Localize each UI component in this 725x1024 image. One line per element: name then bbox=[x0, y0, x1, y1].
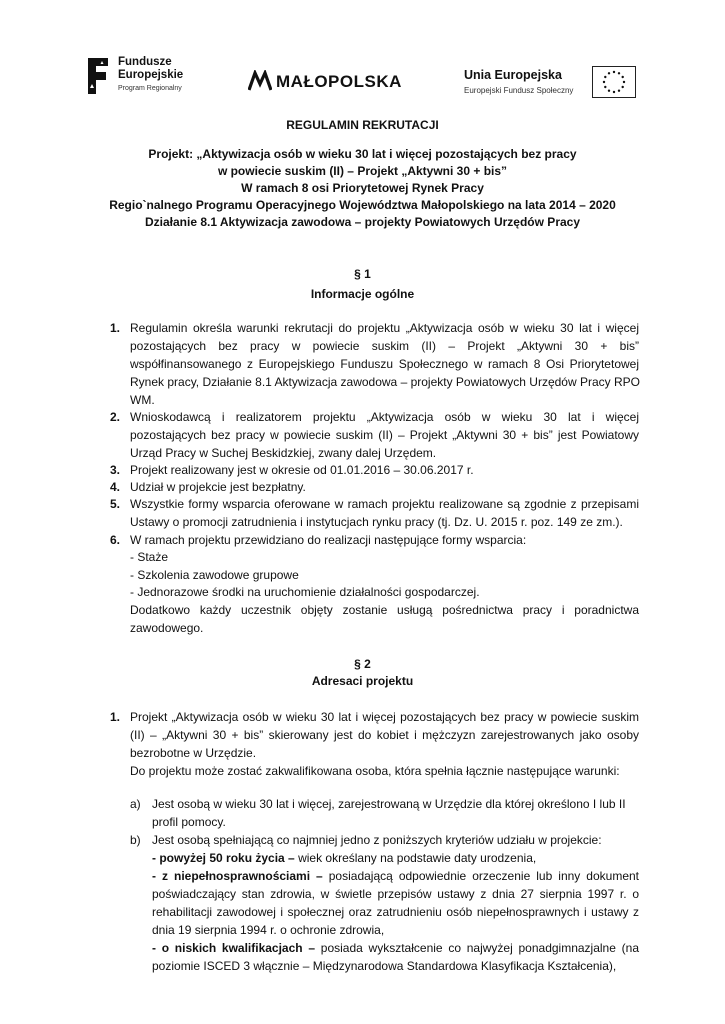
paragraph-line: pozostających bez pracy w powiecie suskim (II) – Projekt „Aktywni 30 + bis” jest Powiatowy bbox=[130, 428, 639, 442]
list-line: - Staże bbox=[130, 550, 169, 564]
criterion-qualifications-label: - o niskich kwalifikacjach – bbox=[152, 941, 316, 955]
paragraph-line: Rynek pracy, Działanie 8.1 Aktywizacja zawodowa – projekty Powiatowych Urzędów Pracy RPO bbox=[130, 375, 640, 389]
paragraph-line: Projekt „Aktywizacja osób w wieku 30 lat i więcej pozostających bez pracy w powiecie suskim bbox=[130, 710, 639, 724]
fe-line3: Program Regionalny bbox=[118, 85, 182, 92]
paragraph-line: (II) – „Aktywni 30 + bis” skierowany jest do kobiet i mężczyzn zarejestrowanych jako osoby bbox=[130, 728, 639, 742]
paragraph-line: współfinansowanego z Europejskiego Funduszu Społecznego w ramach 8 Osi Priorytetowej bbox=[130, 357, 639, 371]
paragraph-line: zawodowego. bbox=[130, 621, 204, 635]
item-number: 1. bbox=[110, 710, 121, 724]
heading-line: Działanie 8.1 Aktywizacja zawodowa – projekty Powiatowych Urzędów Pracy bbox=[144, 215, 581, 229]
list-label: a) bbox=[130, 797, 141, 811]
ue-line2: Europejski Fundusz Społeczny bbox=[464, 86, 574, 95]
paragraph-line: Do projektu może zostać zakwalifikowana osoba, która spełnia łącznie następujące warunki: bbox=[130, 764, 620, 778]
eu-flag-icon bbox=[592, 66, 636, 98]
paragraph-line: W ramach projektu przewidziano do realizacji następujące formy wsparcia: bbox=[130, 533, 527, 547]
paragraph-line: Udział w projekcie jest bezpłatny. bbox=[130, 480, 306, 494]
heading-line: Regio`nalnego Programu Operacyjnego Województwa Małopolskiego na lata 2014 – 2020 bbox=[109, 198, 616, 212]
criterion-disability-text: posiadającą odpowiednie orzeczenie lub inny dokument bbox=[322, 869, 640, 883]
section-1-title: Informacje ogólne bbox=[310, 287, 415, 301]
section-1-sign: § 1 bbox=[354, 267, 371, 281]
section-2-title: Adresaci projektu bbox=[311, 674, 414, 688]
item-number: 1. bbox=[110, 321, 121, 335]
paragraph-line: pozostających bez pracy w powiecie suskim (II) – Projekt „Aktywni 30 + bis” bbox=[130, 339, 639, 353]
malopolska-mark-icon bbox=[248, 70, 272, 92]
ue-line1: Unia Europejska bbox=[464, 68, 562, 82]
paragraph-line: bezrobotne w Urzędzie. bbox=[130, 746, 257, 760]
paragraph-line: profil pomocy. bbox=[152, 815, 226, 829]
paragraph-line: Jest osobą spełniającą co najmniej jedno z poniższych kryteriów udziału w projekcie: bbox=[152, 833, 602, 847]
criterion-qualifications-text: posiada wykształcenie co najwyżej ponadgimnazjalne (na bbox=[315, 941, 639, 955]
heading-line: Projekt: „Aktywizacja osób w wieku 30 lat i więcej pozostających bez pracy bbox=[148, 147, 577, 161]
criterion-disability-label: - z niepełnosprawnościami – bbox=[152, 869, 323, 883]
list-line: - Jednorazowe środki na uruchomienie działalności gospodarczej. bbox=[130, 585, 480, 599]
paragraph-line: rehabilitacji zawodowej i społecznej oraz zatrudnieniu osób niepełnosprawnych i ustawy z bbox=[152, 905, 639, 919]
malopolska-text: MAŁOPOLSKA bbox=[276, 72, 402, 91]
item-number: 5. bbox=[110, 497, 121, 511]
paragraph-line: Wnioskodawcą i realizatorem projektu „Aktywizacja osób w wieku 30 lat i więcej bbox=[130, 410, 639, 424]
heading-line: w powiecie suskim (II) – Projekt „Aktywni 30 + bis” bbox=[217, 164, 508, 178]
unia-europejska-logo bbox=[464, 66, 634, 108]
paragraph-line: poziomie ISCED 3 włącznie – Międzynarodowa Standardowa Klasyfikacja Kształcenia), bbox=[152, 959, 617, 973]
criterion-qualifications bbox=[152, 940, 639, 957]
criterion-age-label: - powyżej 50 roku życia – bbox=[152, 851, 295, 865]
fe-star-flag-icon bbox=[86, 56, 112, 96]
list-label: b) bbox=[130, 833, 141, 847]
logo-bar bbox=[80, 48, 640, 108]
section-2-sign: § 2 bbox=[354, 657, 371, 671]
document-title: REGULAMIN REKRUTACJI bbox=[286, 118, 439, 132]
fundusze-europejskie-logo bbox=[86, 54, 206, 104]
item-number: 2. bbox=[110, 410, 121, 424]
item-number: 3. bbox=[110, 463, 121, 477]
fe-line2: Europejskie bbox=[118, 69, 184, 81]
item-number: 4. bbox=[110, 480, 121, 494]
paragraph-line: dnia 19 sierpnia 1994 r. o ochronie zdrowia, bbox=[152, 923, 385, 937]
heading-line: W ramach 8 osi Priorytetowej Rynek Pracy bbox=[241, 181, 484, 195]
list-line: - Szkolenia zawodowe grupowe bbox=[130, 568, 299, 582]
fe-line1: Fundusze bbox=[118, 56, 172, 68]
paragraph-line: Dodatkowo każdy uczestnik objęty zostanie usługą pośrednictwa pracy i poradnictwa bbox=[130, 603, 639, 617]
paragraph-line: WM. bbox=[130, 393, 155, 407]
paragraph-line: Jest osobą w wieku 30 lat i więcej, zarejestrowaną w Urzędzie dla której określono I lub II bbox=[152, 797, 626, 811]
criterion-disability bbox=[152, 868, 639, 885]
criterion-age-text: wiek określany na podstawie daty urodzenia, bbox=[294, 851, 537, 865]
paragraph-line: Regulamin określa warunki rekrutacji do projektu „Aktywizacja osób w wieku 30 lat i więcej bbox=[130, 321, 639, 335]
item-number: 6. bbox=[110, 533, 121, 547]
paragraph-line: Projekt realizowany jest w okresie od 01.01.2016 – 30.06.2017 r. bbox=[130, 463, 474, 477]
paragraph-line: poświadczający stan zdrowia, w świetle przepisów ustawy z dnia 27 sierpnia 1997 r. o bbox=[152, 887, 639, 901]
paragraph-line: Wszystkie formy wsparcia oferowane w ramach projektu realizowane są zgodnie z przepisami bbox=[130, 497, 639, 511]
paragraph-line: Urząd Pracy w Suchej Beskidzkiej, zwany dalej Urzędem. bbox=[130, 446, 437, 460]
paragraph-line: Ustawy o promocji zatrudnienia i instytucjach rynku pracy (tj. Dz. U. 2015 r. poz. 149 ze zm.). bbox=[130, 515, 623, 529]
criterion-age bbox=[152, 850, 536, 867]
